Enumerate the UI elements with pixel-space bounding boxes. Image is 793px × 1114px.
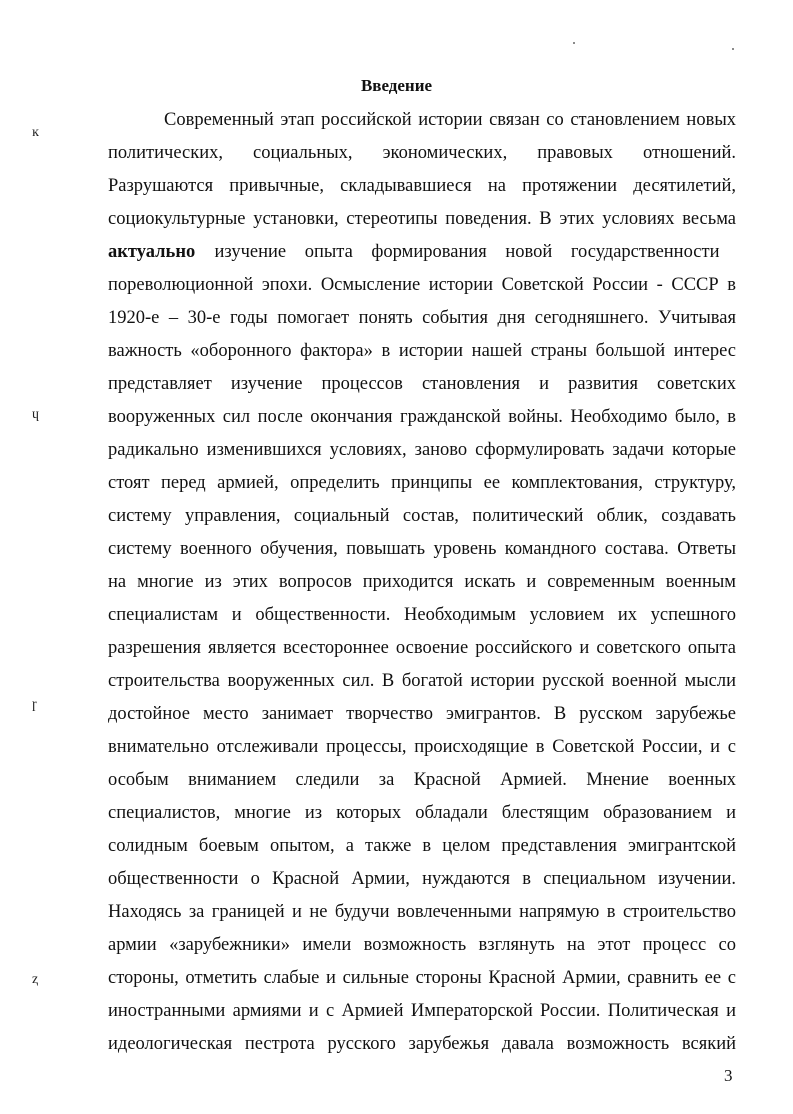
section-title: Введение bbox=[360, 76, 433, 95]
text-line: вооруженных сил после окончания гражданской войны. Необходимо было, в bbox=[108, 407, 736, 427]
text-line: идеологическая пестрота русского зарубежья давала возможность всякий bbox=[108, 1034, 736, 1054]
text-line: специалистам и общественности. Необходимым условием их успешного bbox=[108, 605, 736, 625]
margin-mark: ɥ bbox=[32, 407, 39, 422]
text-line: радикально изменившихся условиях, заново сформулировать задачи которые bbox=[108, 440, 736, 460]
text-line: достойное место занимает творчество эмигрантов. В русском зарубежье bbox=[108, 704, 736, 724]
text-line bbox=[108, 241, 736, 263]
text-line: важность «оборонного фактора» в истории нашей страны большой интерес bbox=[108, 341, 736, 361]
scan-speck bbox=[573, 42, 575, 44]
text-line: иностранными армиями и с Армией Императорской России. Политическая и bbox=[108, 1001, 736, 1021]
margin-mark: ɼ bbox=[32, 697, 37, 712]
text-line: общественности о Красной Армии, нуждаются в специальном изучении. bbox=[108, 869, 736, 889]
text-line: Находясь за границей и не будучи вовлеченными напрямую в строительство bbox=[108, 902, 736, 922]
text-line: стоят перед армией, определить принципы ее комплектования, структуру, bbox=[108, 473, 736, 493]
text-line: систему военного обучения, повышать уровень командного состава. Ответы bbox=[108, 539, 736, 559]
text-line-rest: изучение опыта формирования новой государственности bbox=[214, 242, 720, 262]
text-line: солидным боевым опытом, а также в целом представления эмигрантской bbox=[108, 836, 736, 856]
text-line: особым вниманием следили за Красной Армией. Мнение военных bbox=[108, 770, 736, 790]
text-line: специалистов, многие из которых обладали блестящим образованием и bbox=[108, 803, 736, 823]
margin-mark: ⱬ bbox=[32, 972, 39, 987]
text-line: представляет изучение процессов становления и развития советских bbox=[108, 374, 736, 394]
text-line: внимательно отслеживали процессы, происходящие в Советской России, и с bbox=[108, 737, 736, 757]
text-line: Современный этап российской истории связан со становлением новых bbox=[164, 110, 736, 130]
text-line: пореволюционной эпохи. Осмысление истории Советской России - СССР в bbox=[108, 275, 736, 295]
text-line: на многие из этих вопросов приходится искать и современным военным bbox=[108, 572, 736, 592]
text-line: стороны, отметить слабые и сильные стороны Красной Армии, сравнить ее с bbox=[108, 968, 736, 988]
text-line: 1920-е – 30-е годы помогает понять события дня сегодняшнего. Учитывая bbox=[108, 308, 736, 328]
text-line: Разрушаются привычные, складывавшиеся на протяжении десятилетий, bbox=[108, 176, 736, 196]
scan-speck bbox=[732, 48, 734, 50]
bold-term: актуально bbox=[108, 242, 196, 262]
margin-mark: ĸ bbox=[32, 125, 39, 140]
page-number: 3 bbox=[724, 1066, 733, 1085]
text-line: строительства вооруженных сил. В богатой истории русской военной мысли bbox=[108, 671, 736, 691]
text-line: политических, социальных, экономических, правовых отношений. bbox=[108, 143, 736, 163]
text-line: армии «зарубежники» имели возможность взглянуть на этот процесс со bbox=[108, 935, 736, 955]
text-line: систему управления, социальный состав, политический облик, создавать bbox=[108, 506, 736, 526]
text-line: социокультурные установки, стереотипы поведения. В этих условиях весьма bbox=[108, 209, 736, 229]
text-line: разрешения является всестороннее освоение российского и советского опыта bbox=[108, 638, 736, 658]
